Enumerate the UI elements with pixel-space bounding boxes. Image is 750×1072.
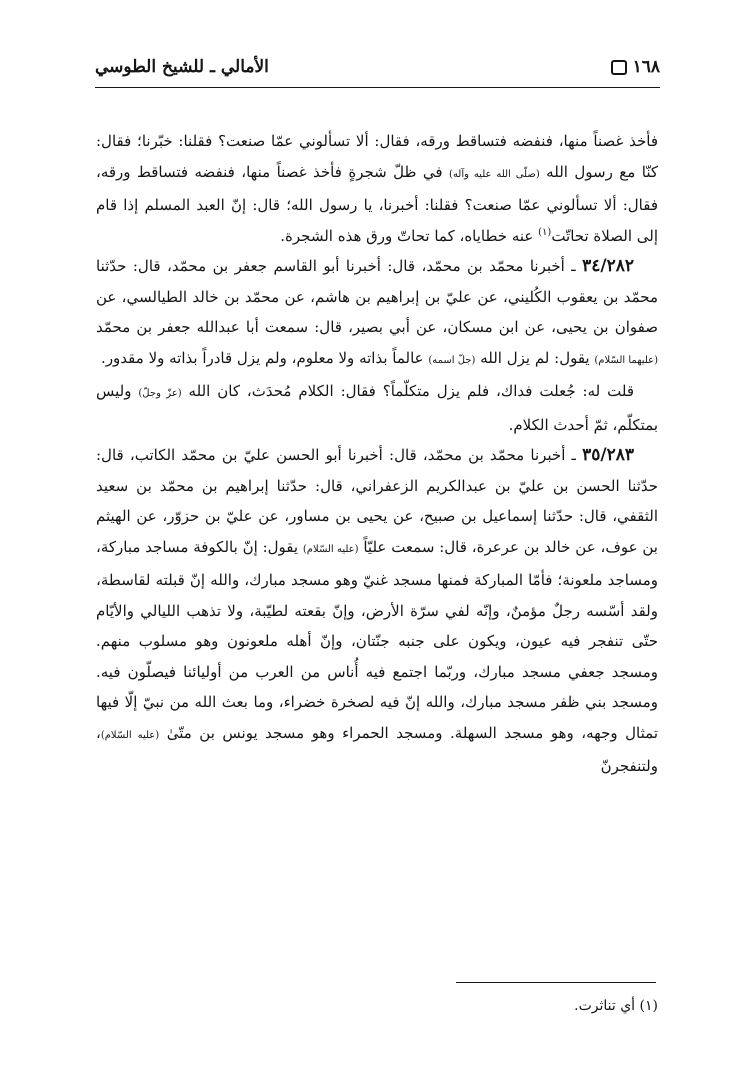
honorific: (صلّى الله عليه وآله) [449, 168, 540, 180]
honorific: (جلّ اسمه) [428, 354, 476, 366]
page-number-group [611, 57, 660, 77]
hadith-number: ٣٥/٢٨٣ [582, 445, 634, 465]
hadith-number: ٣٤/٢٨٢ [582, 256, 634, 276]
honorific: (عليه السّلام) [302, 543, 359, 555]
page-number: ١٦٨ [632, 57, 660, 77]
hadith-283: ٣٥/٢٨٣ ـ أخبرنا محمّد بن محمّد، قال: أخبرنا أبو الحسن عليّ بن محمّد الكاتب، قال: حدّثنا الحسن بن عليّ بن عبدالكريم الزعفراني، قال: حدّثنا إبراهيم بن محمّد بن سعيد الثقفي، قال: حدّثنا إسماعيل بن صبيح، عن يحيى بن مساور، عن عليّ بن حزوّر، عن الهيثم بن عوف، عن خالد بن عرعرة، قال: سمعت عليّاً (عليه السّلام) يقول: إنّ بالكوفة مساجد مباركة، ومساجد ملعونة؛ فأمّا المباركة فمنها مسجد غنيّ وهو مسجد مبارك، والله إنّ قبلته لقاسطة، ولقد أسّسه رجلٌ مؤمنٌ، وإنّه لفي سرّة الأرض، وإنّ بقعته لطيّبة، ولا تذهب الليالي والأيّام حتّى تنفجر فيه عيون، ويكون على جنبه جنّتان، وإنّ أهله ملعونون وهو مسلوب منهم. ومسجد جعفي مسجد مبارك، وربّما اجتمع فيه أُناس من العرب من أوليائنا فيصلّون فيه. ومسجد بني ظفر مسجد مبارك، والله إنّ فيه لصخرة خضراء، وما بعث الله من نبيّ إلّا فيها تمثال وجهه، وهو مسجد السهلة. ومسجد الحمراء وهو مسجد يونس بن متّىٰ (عليه السّلام)، ولتنفجرنّ [96, 445, 658, 775]
hadith-282: ٣٤/٢٨٢ ـ أخبرنا محمّد بن محمّد، قال: أخبرنا أبو القاسم جعفر بن محمّد، قال: حدّثنا محمّد بن يعقوب الكُليني، عن عليّ بن إبراهيم بن هاشم، عن محمّد بن خالد الطيالسي، عن صفوان بن يحيى، عن ابن مسكان، عن أبي بصير، قال: سمعت أبا عبدالله جعفر بن محمّد (عليهما السّلام) يقول: لم يزل الله (جلّ اسمه) عالماً بذاته ولا معلوم، ولم يزل قادراً بذاته ولا مقدور. [96, 256, 658, 367]
footnote-divider [456, 982, 656, 983]
main-text [96, 126, 658, 782]
book-title: الأمالي ـ للشيخ الطوسي [95, 57, 269, 77]
page-marker-icon [611, 60, 627, 75]
header-divider [95, 87, 660, 88]
footnote-ref[interactable]: (١) [538, 226, 552, 238]
honorific: (عليه السّلام) [100, 729, 160, 741]
footnote: (١) أي تناثرت. [574, 998, 658, 1014]
paragraph-3: قلت له: جُعلت فداك، فلم يزل متكلّماً؟ فقال: الكلام مُحدَث، كان الله (عزّ وجلّ) وليس بمتكلّم، ثمّ أحدث الكلام. [96, 382, 658, 434]
running-header [95, 52, 660, 82]
honorific: (عليهما السّلام) [594, 354, 658, 366]
paragraph-1: فأخذ غصناً منها، فنفضه فتساقط ورقه، فقال: ألا تسألوني عمّا صنعت؟ فقلنا: خبّرنا؛ فقال: كنّا مع رسول الله (صلّى الله عليه وآله) في ظلّ شجرةٍ فأخذ غصناً منها، فنفضه فتساقط ورقه، فقال: ألا تسألوني عمّا صنعت؟ فقلنا: أخبرنا، يا رسول الله؛ قال: إنّ العبد المسلم إذا قام إلى الصلاة تحاتّت$^{(١)}$ عنه خطاياه، كما تحاتّ ورق هذه الشجرة. [96, 132, 658, 245]
honorific: (عزّ وجلّ) [138, 388, 182, 399]
